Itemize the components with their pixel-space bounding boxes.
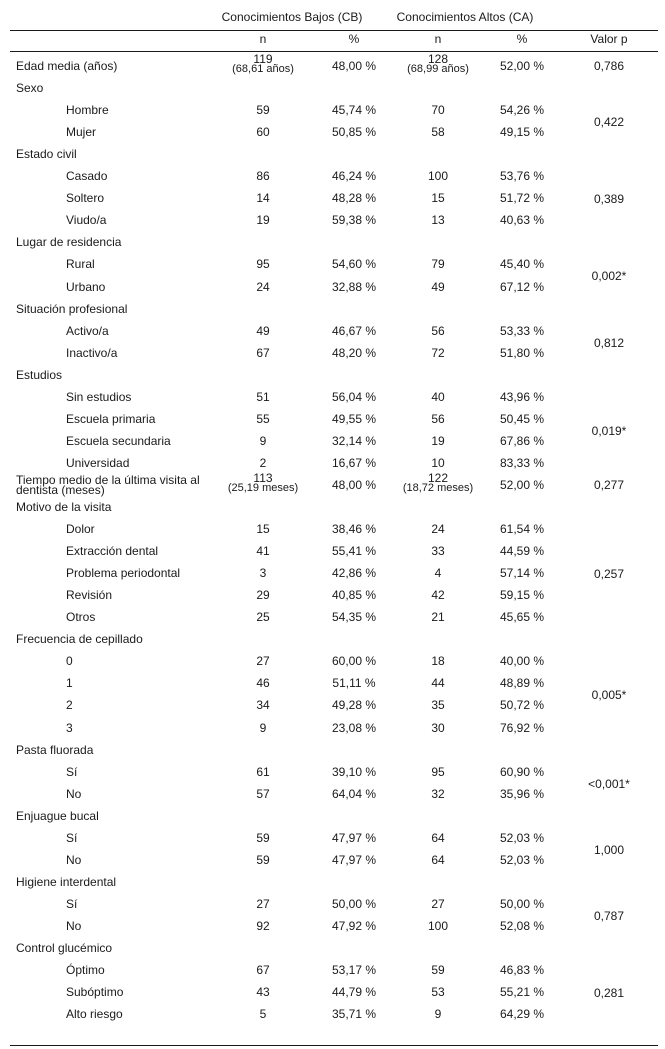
row-label: Activo/a (66, 323, 109, 338)
cb-pct: 47,97 % (331, 830, 377, 845)
cb-pct: 60,00 % (331, 654, 377, 669)
ca-n: 30 (431, 720, 445, 735)
cb-pct: 51,11 % (332, 676, 376, 691)
ca-pct: 50,00 % (499, 896, 545, 911)
cb-pct: 49,28 % (331, 698, 377, 713)
ca-n: 79 (431, 257, 445, 272)
category-label: Sexo (16, 81, 44, 96)
ca-n: 33 (431, 544, 445, 559)
ca-n: 4 (434, 566, 442, 581)
cb-pct: 48,28 % (331, 191, 377, 206)
cb-n: 57 (256, 786, 270, 801)
ca-pct: 55,21 % (499, 985, 545, 1000)
ca-pct: 57,14 % (499, 566, 545, 581)
cb-pct: 50,85 % (331, 125, 377, 140)
cb-n: 15 (256, 522, 270, 537)
cb-pct: 48,00 % (331, 59, 377, 73)
row-label: Hombre (66, 103, 109, 118)
cb-pct: 49,55 % (331, 411, 377, 426)
cb-pct: 42,86 % (331, 566, 377, 581)
row-label: Universidad (66, 455, 130, 470)
ca-pct: 45,65 % (499, 610, 545, 625)
cb-pct: 48,20 % (331, 345, 377, 360)
p-value: 0,257 (593, 567, 625, 582)
ca-n (407, 54, 469, 74)
ca-n-value: 128 (427, 52, 449, 66)
category-label: Estudios (16, 367, 63, 382)
cb-n: 2 (259, 455, 267, 470)
category-label: Frecuencia de cepillado (16, 632, 143, 647)
cb-n: 67 (256, 345, 270, 360)
row-label: Sí (66, 830, 78, 845)
cb-pct: 54,60 % (331, 257, 377, 272)
row-label: Viudo/a (66, 213, 107, 228)
header-group-high: Conocimientos Altos (CA) (396, 10, 534, 24)
p-value: 0,002* (591, 269, 627, 284)
ca-pct: 40,63 % (499, 213, 545, 228)
cb-pct: 48,00 % (331, 477, 377, 492)
ca-pct: 50,45 % (499, 411, 545, 426)
ca-pct: 35,96 % (499, 786, 545, 801)
ca-pct: 60,90 % (499, 764, 545, 779)
cb-n: 43 (256, 985, 270, 1000)
row-label: 0 (66, 654, 73, 669)
row-label: Urbano (66, 279, 106, 294)
category-label: Enjuague bucal (16, 808, 99, 823)
header-n-high: n (434, 32, 442, 46)
cb-n: 27 (256, 654, 270, 669)
ca-n-detail: (68,99 años) (407, 63, 469, 75)
cb-n: 3 (259, 566, 267, 581)
row-label: Revisión (66, 588, 113, 603)
cb-pct: 45,74 % (331, 103, 377, 118)
cb-pct: 64,04 % (331, 786, 377, 801)
row-label: Otros (66, 610, 96, 625)
cb-pct: 53,17 % (331, 963, 377, 978)
cb-pct: 56,04 % (331, 389, 377, 404)
ca-n: 32 (431, 786, 445, 801)
row-label: No (66, 918, 82, 933)
cb-n-value: 113 (253, 470, 273, 485)
cb-n: 51 (256, 389, 270, 404)
ca-n: 42 (431, 588, 445, 603)
cb-pct: 23,08 % (331, 720, 377, 735)
cb-pct: 47,92 % (331, 918, 377, 933)
row-label: Sí (66, 764, 78, 779)
row-label: Sin estudios (66, 389, 132, 404)
cb-n: 9 (259, 720, 267, 735)
cb-pct: 44,79 % (331, 985, 377, 1000)
ca-pct: 67,12 % (499, 279, 545, 294)
p-value: 0,281 (593, 986, 625, 1001)
ca-n: 56 (431, 323, 445, 338)
ca-pct: 43,96 % (499, 389, 545, 404)
ca-pct: 59,15 % (499, 588, 545, 603)
ca-n: 21 (431, 610, 445, 625)
row-label: Extracción dental (66, 544, 159, 559)
ca-pct: 53,76 % (499, 169, 545, 184)
ca-n: 53 (431, 985, 445, 1000)
cb-pct: 47,97 % (331, 852, 377, 867)
header-pct-high: % (516, 32, 528, 46)
cb-n: 41 (256, 544, 270, 559)
cb-pct: 16,67 % (331, 455, 377, 470)
row-label-line2: dentista (meses) (16, 482, 105, 497)
cb-n: 14 (256, 191, 270, 206)
header-group-low: Conocimientos Bajos (CB) (221, 10, 363, 24)
cb-n: 55 (256, 411, 270, 426)
ca-n-value: 122 (427, 470, 449, 485)
p-value: 0,812 (593, 335, 625, 350)
row-label-line1: Tiempo medio de la última visita al (16, 472, 200, 487)
row-label: 3 (66, 720, 73, 735)
ca-n: 100 (427, 169, 449, 184)
ca-n: 24 (431, 522, 445, 537)
ca-pct: 52,03 % (499, 852, 545, 867)
header-rule-top (10, 30, 658, 31)
row-label: Dolor (66, 522, 95, 537)
row-label: Casado (66, 169, 108, 184)
ca-n: 27 (431, 896, 445, 911)
cb-n: 29 (256, 588, 270, 603)
ca-pct: 40,00 % (499, 654, 545, 669)
cb-n: 92 (256, 918, 270, 933)
category-label: Motivo de la visita (16, 500, 112, 514)
ca-pct: 51,80 % (499, 345, 545, 360)
cb-n: 60 (256, 125, 270, 140)
ca-pct: 52,08 % (499, 918, 545, 933)
ca-n: 58 (431, 125, 445, 140)
row-label: Subóptimo (66, 985, 124, 1000)
cb-pct: 46,24 % (331, 169, 377, 184)
cb-pct: 40,85 % (331, 588, 377, 603)
category-label: Pasta fluorada (16, 742, 94, 757)
ca-n: 100 (427, 918, 449, 933)
row-label (16, 472, 200, 497)
cb-n (232, 54, 294, 74)
p-value: 0,019* (591, 423, 627, 438)
ca-pct: 52,03 % (499, 830, 545, 845)
cb-n-detail: (68,61 años) (232, 63, 294, 75)
p-value: 0,005* (591, 688, 627, 703)
ca-n: 35 (431, 698, 445, 713)
cb-n: 49 (256, 323, 270, 338)
row-label: Óptimo (66, 963, 105, 978)
cb-n: 25 (256, 610, 270, 625)
row-label: Problema periodontal (66, 566, 181, 581)
category-label: Control glucémico (16, 941, 113, 955)
ca-n: 64 (431, 830, 445, 845)
row-label: Mujer (66, 125, 97, 140)
row-label: No (66, 786, 82, 801)
ca-n: 13 (431, 213, 445, 228)
cb-pct: 32,14 % (331, 433, 377, 448)
ca-n: 44 (431, 676, 445, 691)
ca-n: 18 (431, 654, 445, 669)
p-value: 0,389 (593, 192, 625, 207)
ca-pct: 52,00 % (499, 477, 545, 492)
row-label: 2 (66, 698, 73, 713)
cb-n-detail: (25,19 meses) (227, 481, 299, 494)
row-label: Edad media (años) (16, 59, 118, 73)
cb-n: 95 (256, 257, 270, 272)
ca-pct: 48,89 % (499, 676, 545, 691)
row-label: Escuela secundaria (66, 433, 171, 448)
ca-pct: 52,00 % (499, 59, 545, 73)
cb-n: 46 (256, 676, 270, 691)
ca-n: 95 (431, 764, 445, 779)
ca-n: 10 (431, 455, 445, 470)
cb-pct: 39,10 % (331, 764, 377, 779)
ca-pct: 51,72 % (499, 191, 545, 206)
ca-pct: 50,72 % (499, 698, 545, 713)
row-label: Escuela primaria (66, 411, 156, 426)
cb-pct: 32,88 % (331, 279, 377, 294)
cb-pct: 38,46 % (331, 522, 377, 537)
ca-n: 56 (431, 411, 445, 426)
ca-pct: 83,33 % (499, 455, 545, 470)
ca-n: 19 (431, 433, 445, 448)
cb-n: 59 (256, 852, 270, 867)
p-value: 0,786 (593, 59, 625, 73)
cb-n (227, 470, 299, 494)
ca-n: 15 (431, 191, 445, 206)
ca-pct: 45,40 % (499, 257, 545, 272)
row-label: Soltero (66, 191, 105, 206)
ca-n: 9 (434, 1007, 442, 1022)
ca-pct: 46,83 % (499, 963, 545, 978)
ca-pct: 49,15 % (499, 125, 545, 140)
header-pct-low: % (348, 32, 360, 46)
ca-pct: 54,26 % (499, 103, 545, 118)
ca-pct: 67,86 % (499, 433, 545, 448)
ca-n: 70 (431, 103, 445, 118)
p-value: 1,000 (593, 842, 625, 857)
row-label: Inactivo/a (66, 345, 118, 360)
row-label: 1 (66, 676, 73, 691)
ca-n: 59 (431, 963, 445, 978)
cb-n: 34 (256, 698, 270, 713)
ca-pct: 76,92 % (499, 720, 545, 735)
cb-n: 9 (259, 433, 267, 448)
cb-n-value: 119 (253, 52, 273, 66)
cb-n: 86 (256, 169, 270, 184)
category-label: Situación profesional (16, 301, 128, 316)
category-label: Higiene interdental (16, 874, 117, 889)
category-label: Estado civil (16, 147, 77, 162)
header-rule-bottom (10, 51, 658, 52)
row-label: No (66, 852, 82, 867)
cb-n: 5 (259, 1007, 267, 1022)
cb-n: 59 (256, 103, 270, 118)
category-label: Lugar de residencia (16, 235, 122, 250)
ca-n: 49 (431, 279, 445, 294)
ca-pct: 53,33 % (499, 323, 545, 338)
ca-n: 72 (431, 345, 445, 360)
p-value: 0,277 (593, 477, 625, 492)
ca-n (402, 470, 474, 494)
row-label: Alto riesgo (66, 1007, 123, 1022)
p-value: 0,787 (593, 908, 625, 923)
ca-pct: 61,54 % (499, 522, 545, 537)
cb-pct: 54,35 % (331, 610, 377, 625)
cb-n: 19 (256, 213, 270, 228)
cb-pct: 35,71 % (331, 1007, 377, 1022)
table-rule-end (10, 1045, 658, 1046)
ca-n-detail: (18,72 meses) (402, 481, 474, 494)
cb-n: 67 (256, 963, 270, 978)
cb-n: 24 (256, 279, 270, 294)
cb-n: 59 (256, 830, 270, 845)
cb-pct: 59,38 % (331, 213, 377, 228)
header-n-low: n (259, 32, 267, 46)
p-value: 0,422 (593, 115, 625, 130)
ca-pct: 44,59 % (499, 544, 545, 559)
cb-pct: 55,41 % (331, 544, 377, 559)
row-label: Sí (66, 896, 78, 911)
cb-pct: 46,67 % (331, 323, 377, 338)
header-p-value: Valor p (590, 32, 628, 46)
row-label: Rural (66, 257, 95, 272)
ca-pct: 64,29 % (499, 1007, 545, 1022)
ca-n: 40 (431, 389, 445, 404)
cb-n: 61 (256, 764, 270, 779)
cb-n: 27 (256, 896, 270, 911)
cb-pct: 50,00 % (331, 896, 377, 911)
ca-n: 64 (431, 852, 445, 867)
p-value: <0,001* (588, 776, 630, 791)
